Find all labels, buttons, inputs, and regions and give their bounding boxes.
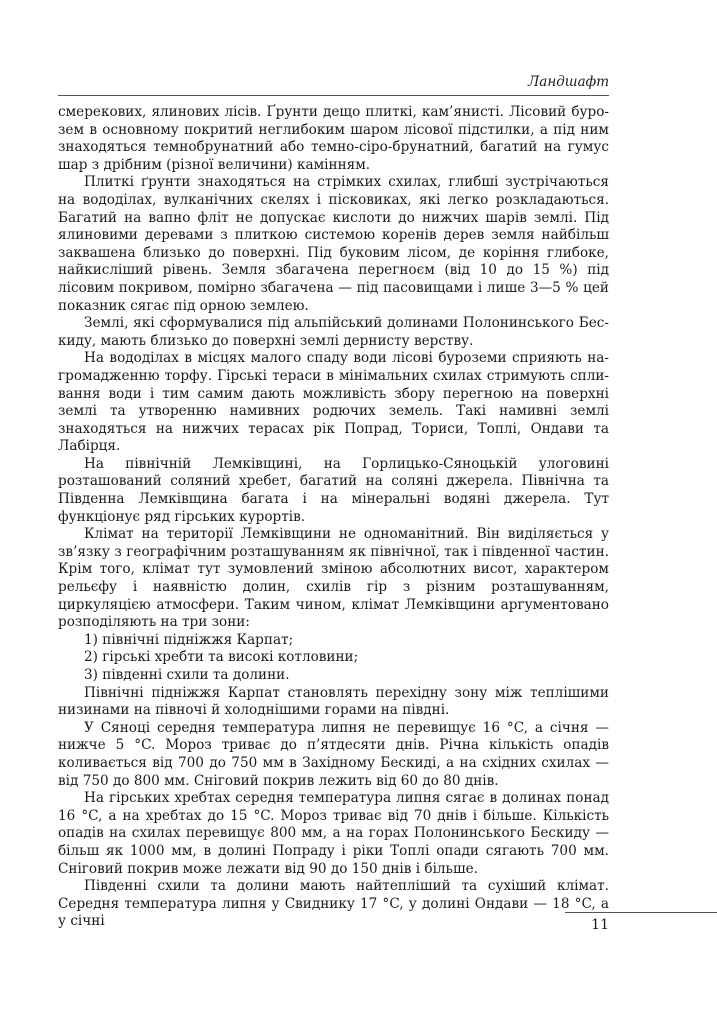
paragraph: Південні схили та долини мають найтепліший та сухіший клімат. Середня температура липня у Свиднику 17 °C, у долині Ондави — 18 °C, а у січні	[58, 878, 609, 930]
paragraph: На гірських хребтах середня температура липня сягає в долинах понад 16 °C, а на хребтах до 15 °C. Мороз триває від 70 днів і більше. Кількість опадів на схилах перевищує 800 мм, а на горах Полонинського Бескиду — більш як 1000 мм, в долині Попраду і ріки Топлі опади сягають 700 мм. Сніговий покрив може лежати від 90 до 150 днів і більше.	[58, 790, 609, 877]
running-title: Ландшафт	[528, 74, 609, 90]
paragraph: На північній Лемківщині, на Горлицько-Сяноцькій улоговині розташований соляний хребет, багатий на соляні джерела. Північна та Південна Лемківщина багата і на мінеральні водяні джерела. Тут функціонує ряд гірських курортів.	[58, 455, 609, 525]
list-item: 1) північні підніжжя Карпат;	[84, 631, 294, 648]
paragraph: Клімат на території Лемківщини не одноманітний. Він виділяється у зв’язку з географічним розташуванням як північної, так і південної частин. Крім того, клімат тут зумовлений зміною абсолютних висот, характером рельєфу і наявністю долин, схилів гір з різним розташуванням, циркуляцією атмосфери. Таким чином, клімат Лемківщини аргументовано розподіляють на три зони:	[58, 526, 609, 631]
footer-rule	[565, 912, 717, 913]
body-text	[58, 104, 609, 931]
list-item: 2) гірські хребти та високі котловини;	[84, 649, 359, 666]
list-item: 3) південні схили та долини.	[84, 667, 290, 683]
header-rule	[58, 95, 609, 96]
paragraph: Землі, які сформувалися під альпійський долинами Полонинського Бескиду, мають близько до поверхні землі дернисту верству.	[58, 315, 609, 349]
paragraph: смерекових, ялинових лісів. Ґрунти дещо плиткі, кам’янисті. Лісовий бурозем в основному покритий неглибоким шаром лісової підстилки, а під ним знаходяться темнобрунатний або темно-сіро-брунатний, багатий на гумус шар з дрібним (різної величини) камінням.	[58, 104, 609, 173]
paragraph: У Сяноці середня температура липня не перевищує 16 °C, а січня — нижче 5 °C. Мороз триває до п’ятдесяти днів. Річна кількість опадів коливається від 700 до 750 мм в Західному Бескиді, а на східних схилах — від 750 до 800 мм. Сніговий покрив лежить від 60 до 80 днів.	[58, 719, 609, 789]
paragraph: Плиткі ґрунти знаходяться на стрімких схилах, глибші зустрічаються на вододілах, вулканічних скелях і пісковиках, які легко розкладаються. Багатий на вапно фліт не допускає кислоти до нижчих шарів землі. Під ялиновими деревами з плиткою системою коренів дерев земля найбільш заквашена близько до поверхні. Під буковим лісом, де коріння глибоке, найкисліший рівень. Земля збагачена перегноєм (від 10 до 15 %) під лісовим покривом, помірно збагачена — під пасовищами і лише 3—5 % цей показник сягає під орною землею.	[58, 174, 609, 314]
paragraph: Північні підніжжя Карпат становлять перехідну зону між теплішими низинами на півночі й холоднішими горами на півдні.	[58, 684, 609, 719]
page-number: 11	[591, 917, 609, 933]
paragraph: На вододілах в місцях малого спаду води лісові буроземи сприяють нагромадженню торфу. Гірські тераси в мінімальних схилах стримують спливання води і тим самим дають можливість збору перегною на поверхні землі та утворенню намивних родючих земель. Такі намивні землі знаходяться на нижчих терасах рік Попрад, Ториси, Топлі, Ондави та Лабірця.	[58, 350, 609, 455]
